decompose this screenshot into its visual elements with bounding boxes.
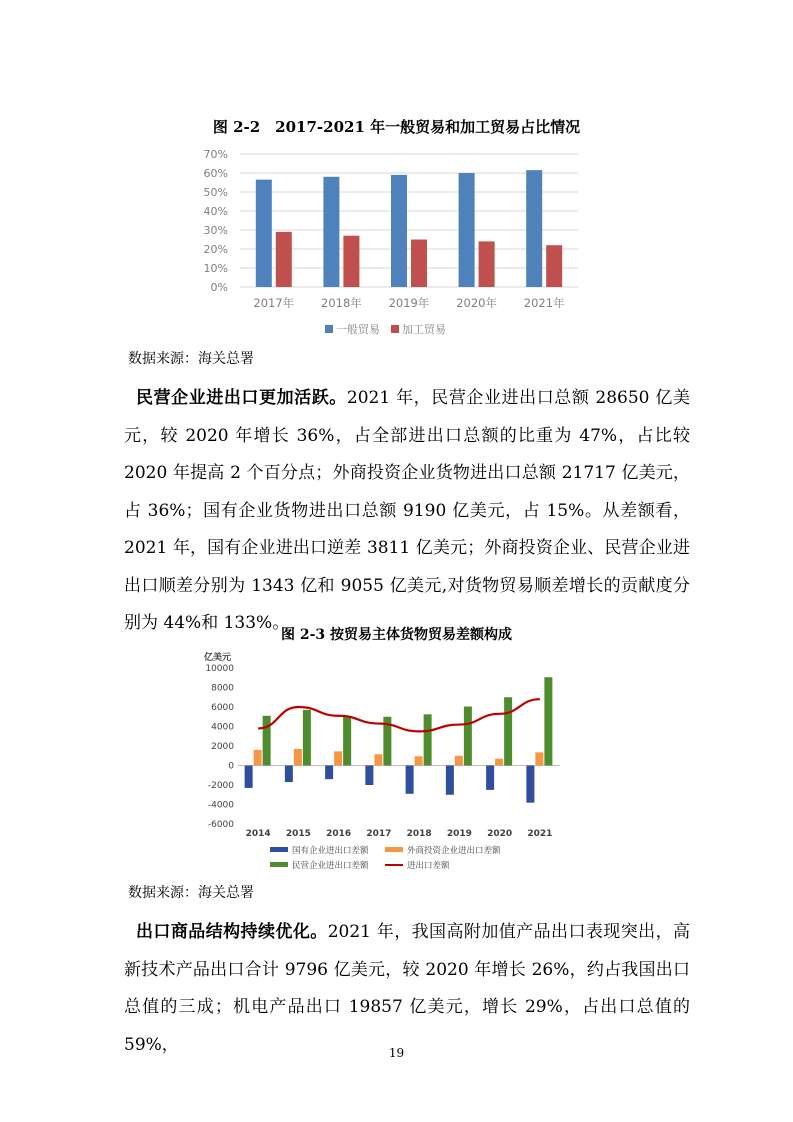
- line-total-balance: [258, 699, 540, 731]
- bar-private: [424, 714, 432, 765]
- y-tick-label: 30%: [203, 224, 228, 237]
- x-tick-label: 2019: [446, 829, 472, 839]
- y-tick-label: -4000: [207, 800, 234, 811]
- legend-label: 进出口差额: [407, 861, 450, 871]
- y-tick-label: 50%: [203, 186, 228, 199]
- x-tick-label: 2014: [245, 829, 271, 839]
- x-tick-label: 2020年: [456, 296, 497, 310]
- y-tick-label: -2000: [207, 781, 234, 791]
- y-tick-label: 40%: [203, 205, 228, 218]
- legend-label: 外商投资企业进出口差额: [407, 846, 501, 856]
- y-tick-label: 10%: [203, 262, 228, 275]
- bar-foreign-invested: [374, 754, 382, 765]
- bar-foreign-invested: [415, 756, 423, 765]
- legend-swatch: [270, 847, 288, 852]
- x-tick-label: 2017: [366, 829, 392, 839]
- bar-processing-trade: [411, 240, 427, 288]
- x-tick-label: 2015: [285, 829, 311, 839]
- paragraph-body: 2021 年，民营企业进出口总额 28650 亿美元，较 2020 年增长 36%，占全部进出口总额的比重为 47%，占比较 2020 年提高 2 个百分点；外商投资企业货物进出口总额 21717 亿美元，占 36%；国有企业货物进出口总额 9190 亿美元，占 15%。从差额看，2021 年，国有企业进出口逆差 3811 亿美元；外商投资企业、民营企业进出口顺差分别为 1343 亿和 9055 亿美元,对货物贸易顺差增长的贡献度分别为 44%和 133%。: [124, 388, 691, 633]
- bar-private: [544, 677, 552, 765]
- bar-general-trade: [391, 175, 407, 287]
- bar-general-trade: [526, 170, 542, 287]
- chart-trade-balance: [200, 648, 570, 880]
- x-tick-label: 2020: [487, 829, 513, 839]
- y-tick-label: 60%: [203, 167, 228, 180]
- x-tick-label: 2017年: [253, 296, 295, 310]
- legend-swatch: [391, 325, 399, 333]
- bar-state-owned: [406, 766, 414, 794]
- y-tick-label: 4000: [211, 722, 234, 733]
- y-tick-label: 0%: [210, 281, 228, 294]
- bar-state-owned: [245, 766, 253, 788]
- x-tick-label: 2018年: [321, 296, 362, 310]
- y-tick-label: 6000: [211, 703, 234, 713]
- bar-state-owned: [526, 766, 534, 803]
- x-tick-label: 2021年: [523, 296, 565, 310]
- x-tick-label: 2018: [406, 829, 432, 839]
- y-unit-label: 亿美元: [204, 653, 232, 663]
- bar-general-trade: [256, 180, 272, 287]
- y-tick-label: 8000: [211, 683, 234, 694]
- y-tick-label: 20%: [203, 243, 228, 256]
- bar-foreign-invested: [535, 752, 543, 765]
- bar-general-trade: [323, 177, 339, 287]
- x-tick-label: 2016: [326, 829, 352, 839]
- bar-state-owned: [365, 766, 373, 786]
- paragraph-body: 2021 年，我国高附加值产品出口表现突出，高新技术产品出口合计 9796 亿美元，较 2020 年增长 26%，约占我国出口总值的三成；机电产品出口 19857 亿美元，增长 29%，占出口总值的 59%，: [124, 922, 691, 1055]
- bar-processing-trade: [276, 232, 292, 287]
- figure1-source: 数据来源：海关总署: [128, 351, 254, 367]
- bar-private: [303, 710, 311, 766]
- legend-label: 加工贸易: [402, 323, 446, 336]
- figure2-source: 数据来源：海关总署: [128, 885, 254, 901]
- x-tick-label: 2021: [527, 829, 553, 839]
- figure1-caption: 图 2-2 2017-2021 年一般贸易和加工贸易占比情况: [212, 118, 581, 136]
- bar-foreign-invested: [254, 750, 262, 766]
- legend-label: 民营企业进出口差额: [292, 861, 369, 871]
- paragraph-export-structure: [124, 914, 690, 1064]
- bar-private: [504, 697, 512, 765]
- bar-state-owned: [325, 766, 333, 780]
- legend-label: 一般贸易: [336, 323, 380, 336]
- bar-foreign-invested: [334, 751, 342, 765]
- bar-foreign-invested: [495, 759, 503, 766]
- legend-swatch: [385, 847, 403, 852]
- y-tick-label: 10000: [205, 664, 234, 674]
- bar-private: [464, 707, 472, 766]
- paragraph-lead: 民营企业进出口更加活跃。: [136, 388, 347, 408]
- bar-private: [343, 717, 351, 766]
- bar-state-owned: [446, 766, 454, 795]
- bar-foreign-invested: [455, 756, 463, 766]
- y-tick-label: 0: [228, 761, 234, 772]
- bar-state-owned: [285, 766, 293, 783]
- y-tick-label: 2000: [211, 742, 234, 752]
- bar-processing-trade: [343, 236, 359, 287]
- legend-swatch: [325, 325, 333, 333]
- bar-foreign-invested: [294, 749, 302, 766]
- x-tick-label: 2019年: [388, 296, 430, 310]
- bar-processing-trade: [546, 245, 562, 287]
- y-tick-label: 70%: [203, 148, 228, 161]
- paragraph-private-enterprises: [124, 380, 690, 643]
- bar-private: [263, 716, 271, 766]
- page-number: 19: [388, 1046, 405, 1060]
- figure2-caption: 图 2-3 按贸易主体货物贸易差额构成: [280, 627, 513, 643]
- bar-processing-trade: [479, 241, 495, 287]
- bar-state-owned: [486, 766, 494, 790]
- legend-label: 国有企业进出口差额: [292, 846, 369, 856]
- y-tick-label: -6000: [207, 820, 234, 830]
- bar-general-trade: [459, 173, 475, 287]
- legend-swatch: [270, 862, 288, 867]
- chart-trade-share: [190, 142, 590, 347]
- paragraph-lead: 出口商品结构持续优化。: [136, 922, 328, 942]
